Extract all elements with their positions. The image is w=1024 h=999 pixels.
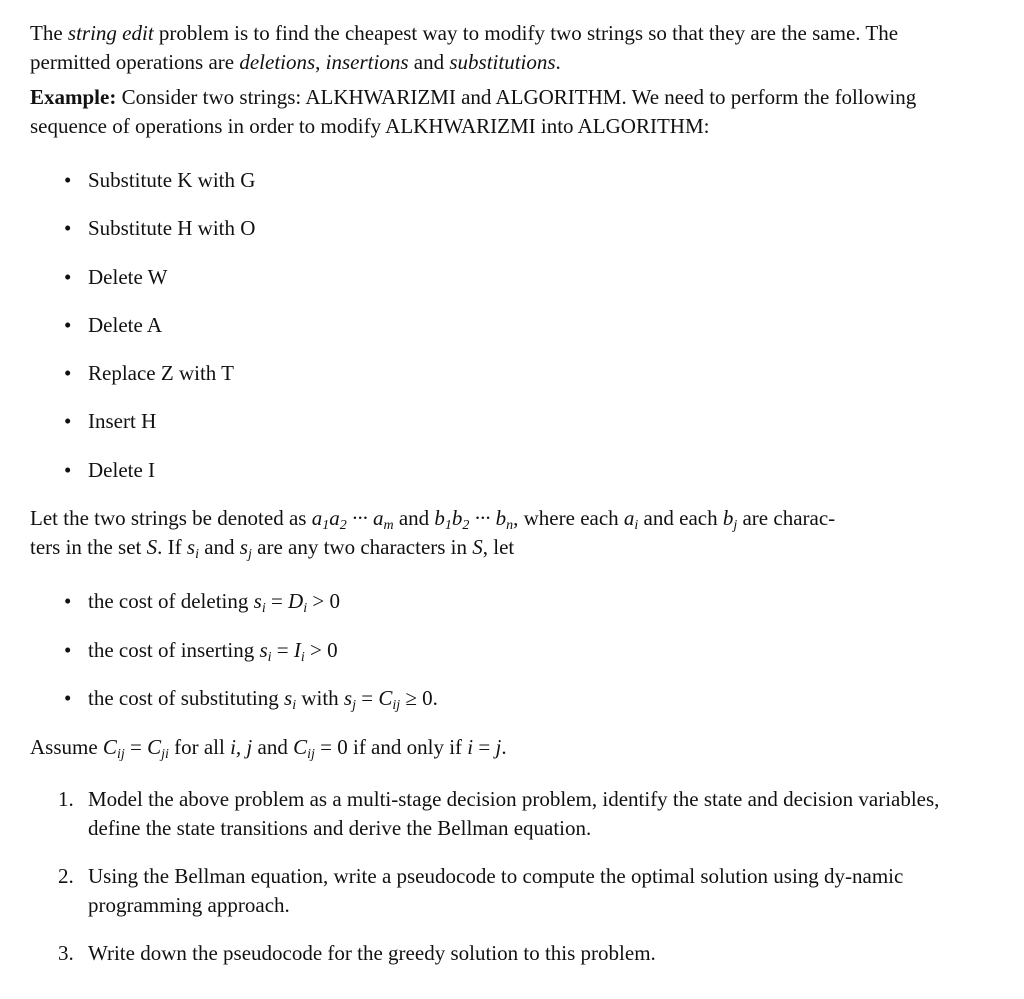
intro-text-1: The [30,21,68,45]
notation-text: , let [482,535,515,560]
bullet-icon: • [64,264,72,289]
assumption-text: and [252,734,294,759]
bullet-icon: • [64,216,72,241]
assumption-text: for all [168,734,231,759]
notation-text: and each [638,506,723,531]
task-text: Write down the pseudocode for the greedy solution to this problem. [88,940,656,965]
math-rhs: $C_{ij}$ [378,686,401,714]
step-text: Replace Z with T [88,361,234,386]
step-text: Substitute H with O [88,216,256,241]
bullet-icon: • [64,637,72,662]
notation-text: Let the two strings be denoted as [30,506,312,531]
example-label: Example: [30,85,117,109]
notation-text: are charac- [737,506,836,531]
list-item [30,939,962,968]
math-string-a: $a_1a_2$ ··· $a_m$ [311,506,394,534]
bullet-icon: • [64,686,72,711]
problem-statement [30,19,962,987]
math-si: $s_i$ [186,535,199,563]
intro-text-2: problem is to find the cheapest way to modify two strings so that they are the same. The permitted operations are [30,21,899,74]
task-text: Using the Bellman equation, write a pseudocode to compute the optimal solution using dy-namic programming approach. [88,863,904,917]
op-deletions: deletions [239,50,316,74]
notation-text: and [393,506,435,531]
step-text: Insert H [88,409,157,434]
step-text: Delete A [88,312,163,337]
math-var: $s_i$ [284,686,297,714]
example-paragraph [30,83,962,141]
math-string-b: $b_1b_2$ ··· $b_n$ [434,506,514,534]
intro-sep-1: , [315,50,326,74]
example-text: Consider two strings: ALKHWARIZMI and ALGORITHM. We need to perform the following sequence of operations in order to modify ALKHWARIZMI into ALGORITHM: [30,85,917,138]
math-eq: = [271,637,294,662]
list-item [30,214,962,243]
list-item [30,166,962,195]
math-tail: ≥ 0. [400,686,438,711]
math-symmetry: $C_{ij} = C_{ji}$ [102,734,169,762]
intro-period: . [555,50,561,74]
op-insertions: insertions [325,50,409,74]
intro-paragraph [30,19,962,77]
list-item [30,587,962,616]
list-item [30,785,962,843]
notation-text: and [198,535,240,560]
list-item [30,684,962,713]
math-ij: i, j [230,734,253,759]
cost-text: the cost of substituting [88,686,284,711]
notation-text: . If [157,535,187,560]
task-number: 2. [58,863,74,888]
bullet-icon: • [64,589,72,614]
math-rhs: $I_i$ [293,637,305,665]
bullet-icon: • [64,361,72,386]
assumption-paragraph [30,733,962,762]
task-list [30,785,962,968]
list-item [30,636,962,665]
list-item [30,407,962,436]
bullet-icon: • [64,409,72,434]
math-set-s: S [146,535,158,560]
list-item [30,311,962,340]
step-text: Delete W [88,264,168,289]
math-var-2: $s_j$ [343,686,356,714]
cost-text: with [296,686,344,711]
notation-text: ters in the set [30,535,147,560]
assumption-text: if and only if [347,734,468,759]
cost-text: the cost of deleting [88,589,254,614]
list-item [30,456,962,485]
math-i-eq-j: i = j [467,734,502,759]
step-text: Delete I [88,457,156,482]
math-ai: $a_i$ [623,506,639,534]
term-string-edit: string edit [67,21,154,45]
assumption-text: Assume [30,734,103,759]
bullet-icon: • [64,168,72,192]
list-item [30,862,962,920]
task-number: 1. [58,786,74,811]
math-set-s: S [472,535,483,560]
notation-text: are any two characters in [251,535,473,560]
intro-sep-2: and [408,50,450,74]
math-eq: = [265,589,289,614]
math-sj: $s_j$ [239,535,252,563]
math-cij-zero: $C_{ij} = 0$ [293,734,348,762]
notation-paragraph [30,504,962,562]
task-number: 3. [58,940,74,965]
step-text: Substitute K with G [88,168,256,192]
math-var: $s_i$ [259,637,272,665]
math-tail: > 0 [304,637,338,662]
task-text: Model the above problem as a multi-stage decision problem, identify the state and decision variables, define the state transitions and derive the Bellman equation. [88,786,940,840]
list-item [30,359,962,388]
bullet-icon: • [64,312,72,337]
bullet-icon: • [64,457,72,482]
example-steps-list [30,166,962,485]
list-item [30,263,962,292]
notation-text: , where each [513,506,624,531]
math-var: $s_i$ [253,589,266,617]
math-bj: $b_j$ [722,506,738,534]
cost-definitions-list [30,587,962,713]
math-tail: > 0 [307,589,340,614]
cost-text: the cost of inserting [88,637,260,662]
assumption-text: . [501,734,507,759]
op-substitutions: substitutions [449,50,556,74]
math-rhs: $D_i$ [288,589,308,617]
math-eq: = [356,686,379,711]
